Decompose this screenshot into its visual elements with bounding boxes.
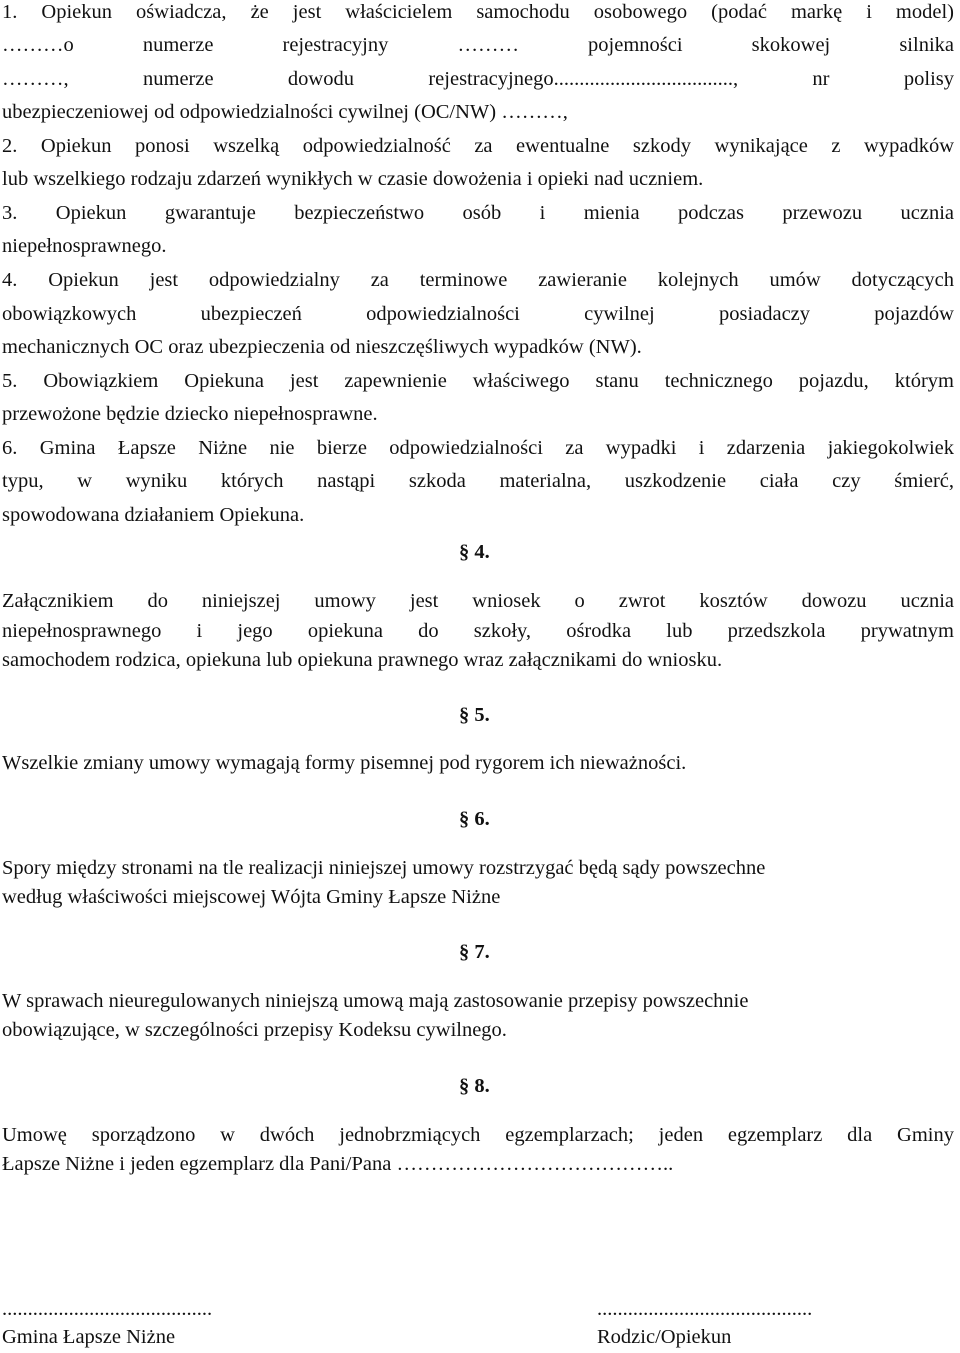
- section-4-heading: § 4.: [459, 541, 490, 563]
- section-8-line-2: Łapsze Niżne i jeden egzemplarz dla Pani/Pana …………………………………..: [2, 1153, 674, 1175]
- section-7-line-1: W sprawach nieuregulowanych niniejszą umową mają zastosowanie przepisy powszechnie: [2, 990, 749, 1012]
- item-1-line-3: ………, numerze dowodu rejestracyjnego..................................., nr polisy: [2, 68, 954, 90]
- item-4-line-2: obowiązkowych ubezpieczeń odpowiedzialności cywilnej posiadaczy pojazdów: [2, 303, 954, 325]
- section-4-line-2: niepełnosprawnego i jego opiekuna do szkoły, ośrodka lub przedszkola prywatnym: [2, 620, 954, 642]
- item-5-line-1: 5. Obowiązkiem Opiekuna jest zapewnienie właściwego stanu technicznego pojazdu, którym: [2, 370, 954, 392]
- section-8-line-1: Umowę sporządzono w dwóch jednobrzmiących egzemplarzach; jeden egzemplarz dla Gminy: [2, 1124, 954, 1146]
- item-1-line-2: ………o numerze rejestracyjny ……… pojemności skokowej silnika: [2, 34, 954, 56]
- signature-label-right: Rodzic/Opiekun: [597, 1326, 732, 1348]
- item-3-line-2: niepełnosprawnego.: [2, 235, 167, 257]
- item-6-line-3: spowodowana działaniem Opiekuna.: [2, 504, 305, 526]
- item-4-line-1: 4. Opiekun jest odpowiedzialny za terminowe zawieranie kolejnych umów dotyczących: [2, 269, 954, 291]
- item-4-line-3: mechanicznych OC oraz ubezpieczenia od nieszczęśliwych wypadków (NW).: [2, 336, 642, 358]
- item-6-line-2: typu, w wyniku których nastąpi szkoda materialna, uszkodzenie ciała czy śmierć,: [2, 470, 954, 492]
- item-6-line-1: 6. Gmina Łapsze Niżne nie bierze odpowiedzialności za wypadki i zdarzenia jakiegokolwiek: [2, 437, 954, 459]
- section-4-line-3: samochodem rodzica, opiekuna lub opiekuna prawnego wraz załącznikami do wniosku.: [2, 649, 723, 671]
- item-3-line-1: 3. Opiekun gwarantuje bezpieczeństwo osób i mienia podczas przewozu ucznia: [2, 202, 954, 224]
- item-2-line-1: 2. Opiekun ponosi wszelką odpowiedzialność za ewentualne szkody wynikające z wypadków: [2, 135, 954, 157]
- section-6-line-1: Spory między stronami na tle realizacji niniejszej umowy rozstrzygać będą sądy powszechne: [2, 857, 766, 879]
- section-4-line-1: Załącznikiem do niniejszej umowy jest wniosek o zwrot kosztów dowozu ucznia: [2, 590, 954, 612]
- signature-line-right: ..........................................: [597, 1298, 813, 1320]
- section-7-line-2: obowiązujące, w szczególności przepisy Kodeksu cywilnego.: [2, 1019, 507, 1041]
- section-7-heading: § 7.: [459, 941, 490, 963]
- section-8-heading: § 8.: [459, 1075, 490, 1097]
- section-6-line-2: według właściwości miejscowej Wójta Gminy Łapsze Niżne: [2, 886, 501, 908]
- item-1-line-1: 1. Opiekun oświadcza, że jest właścicielem samochodu osobowego (podać markę i model): [2, 1, 954, 23]
- section-5-line-1: Wszelkie zmiany umowy wymagają formy pisemnej pod rygorem ich nieważności.: [2, 752, 687, 774]
- signature-line-left: .........................................: [2, 1298, 213, 1320]
- signature-label-left: Gmina Łapsze Niżne: [2, 1326, 176, 1348]
- item-5-line-2: przewożone będzie dziecko niepełnosprawne.: [2, 403, 378, 425]
- item-2-line-2: lub wszelkiego rodzaju zdarzeń wynikłych w czasie dowożenia i opieki nad uczniem.: [2, 168, 704, 190]
- item-1-line-4: ubezpieczeniowej od odpowiedzialności cywilnej (OC/NW) ………,: [2, 101, 568, 123]
- section-5-heading: § 5.: [459, 704, 490, 726]
- section-6-heading: § 6.: [459, 808, 490, 830]
